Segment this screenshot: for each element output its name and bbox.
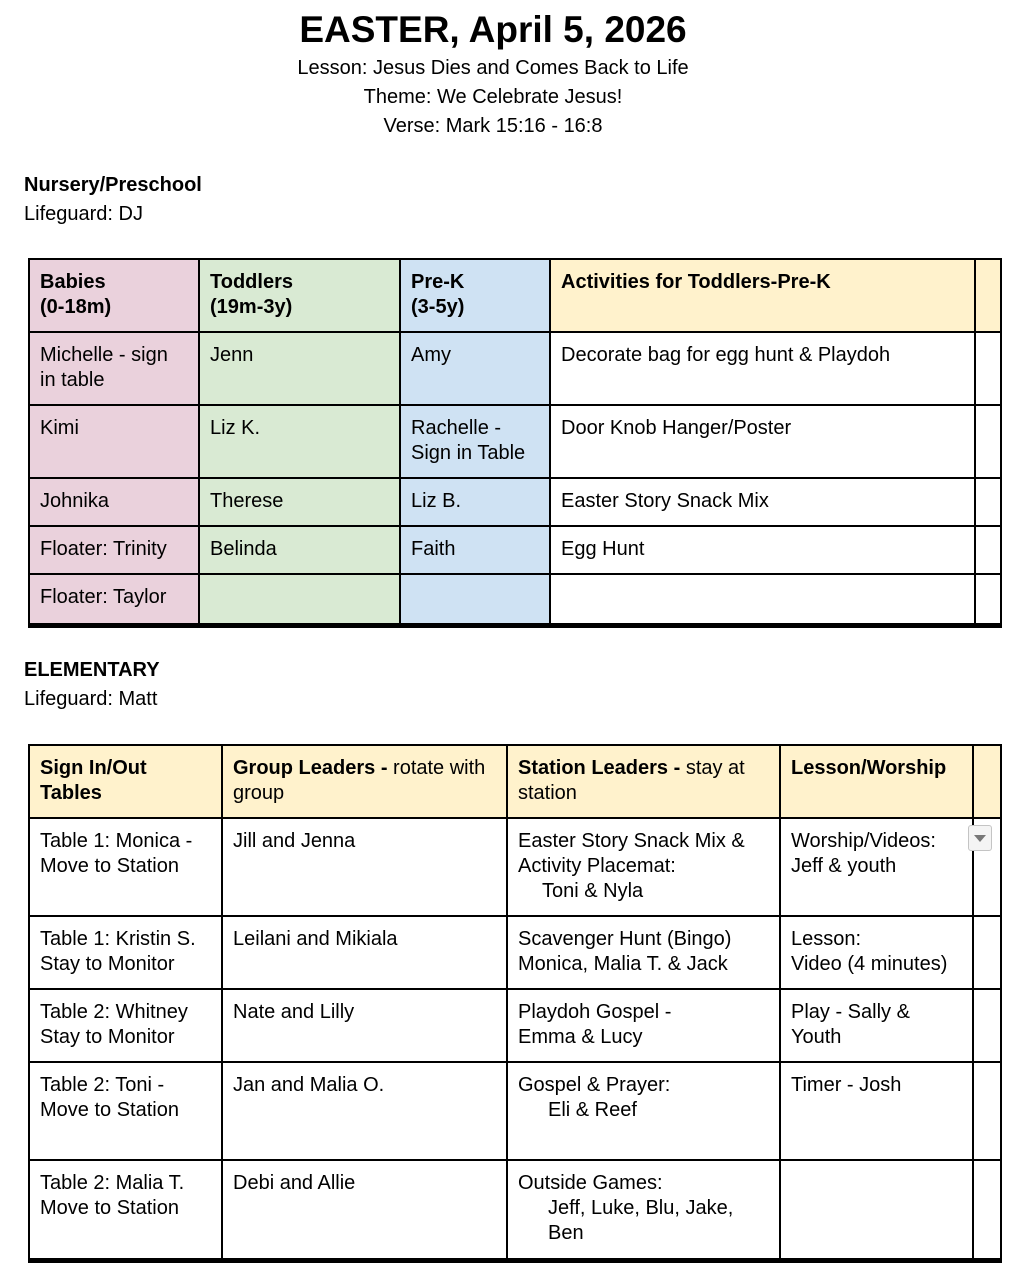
sign-in-cell[interactable]: Table 2: Whitney Stay to Monitor <box>29 989 222 1062</box>
toddlers-cell[interactable]: Belinda <box>199 526 400 574</box>
station-people: Eli & Reef <box>548 1099 637 1121</box>
elementary-header-row <box>29 745 1001 818</box>
station-title: Gospel & Prayer: <box>518 1074 671 1096</box>
prek-cell[interactable] <box>400 574 550 625</box>
empty-cell[interactable] <box>975 478 1001 526</box>
cell-dropdown-button[interactable] <box>968 825 992 851</box>
header-toddlers: Toddlers (19m-3y) <box>199 259 400 332</box>
elementary-section-title: ELEMENTARY <box>24 659 160 681</box>
nursery-table <box>28 258 1002 628</box>
header-group-leaders <box>222 745 507 818</box>
activity-cell[interactable]: Decorate bag for egg hunt & Playdoh <box>550 332 975 405</box>
sign-in-cell[interactable]: Table 2: Malia T. Move to Station <box>29 1160 222 1260</box>
header-station-rest: stay at station <box>518 757 745 804</box>
header-prek: Pre-K (3-5y) <box>400 259 550 332</box>
prek-cell[interactable]: Faith <box>400 526 550 574</box>
group-cell[interactable]: Leilani and Mikiala <box>222 916 507 989</box>
sign-in-cell[interactable]: Table 1: Kristin S. Stay to Monitor <box>29 916 222 989</box>
table-row <box>29 916 1001 989</box>
lesson-cell[interactable] <box>780 1160 973 1260</box>
lesson-line: Lesson: Jesus Dies and Comes Back to Life <box>297 57 689 79</box>
lesson-cell[interactable]: Play - Sally & Youth <box>780 989 973 1062</box>
header-babies: Babies (0-18m) <box>29 259 199 332</box>
babies-cell[interactable]: Floater: Taylor <box>29 574 199 625</box>
sign-in-cell[interactable]: Table 2: Toni - Move to Station <box>29 1062 222 1160</box>
table-row <box>29 405 1001 478</box>
station-people: Monica, Malia T. & Jack <box>518 953 728 975</box>
station-cell[interactable] <box>507 989 780 1062</box>
header-group-rest: rotate with group <box>233 757 486 804</box>
header-group-bold: Group Leaders - <box>233 757 394 779</box>
theme-line: Theme: We Celebrate Jesus! <box>363 86 623 108</box>
group-cell[interactable]: Nate and Lilly <box>222 989 507 1062</box>
nursery-section-title: Nursery/Preschool <box>24 174 202 196</box>
lesson-cell[interactable]: Lesson: Video (4 minutes) <box>780 916 973 989</box>
table-row <box>29 989 1001 1062</box>
prek-cell[interactable]: Rachelle - Sign in Table <box>400 405 550 478</box>
header-lesson-worship: Lesson/Worship <box>780 745 973 818</box>
station-cell[interactable] <box>507 1160 780 1260</box>
station-title: Scavenger Hunt (Bingo) <box>518 928 732 950</box>
prek-cell[interactable]: Liz B. <box>400 478 550 526</box>
station-people: Emma & Lucy <box>518 1026 643 1048</box>
station-cell[interactable] <box>507 916 780 989</box>
activity-cell[interactable]: Egg Hunt <box>550 526 975 574</box>
header-station-leaders <box>507 745 780 818</box>
header-station-bold: Station Leaders - <box>518 757 686 779</box>
lesson-cell[interactable]: Timer - Josh <box>780 1062 973 1160</box>
verse-line: Verse: Mark 15:16 - 16:8 <box>383 115 603 137</box>
group-cell[interactable]: Debi and Allie <box>222 1160 507 1260</box>
table-row <box>29 818 1001 916</box>
empty-cell[interactable] <box>975 332 1001 405</box>
table-row <box>29 332 1001 405</box>
activity-cell[interactable]: Easter Story Snack Mix <box>550 478 975 526</box>
toddlers-cell[interactable]: Therese <box>199 478 400 526</box>
empty-cell[interactable] <box>973 1160 1001 1260</box>
table-row <box>29 478 1001 526</box>
chevron-down-icon <box>974 835 986 842</box>
station-title: Playdoh Gospel - <box>518 1001 672 1023</box>
table-row <box>29 1062 1001 1160</box>
empty-cell[interactable] <box>973 1062 1001 1160</box>
elementary-table <box>28 744 1002 1263</box>
table-row <box>29 574 1001 625</box>
table-row <box>29 1160 1001 1260</box>
station-people: Jeff, Luke, Blu, Jake, Ben <box>548 1197 734 1244</box>
babies-cell[interactable]: Kimi <box>29 405 199 478</box>
lesson-cell[interactable]: Worship/Videos: Jeff & youth <box>780 818 973 916</box>
header-sign-in: Sign In/Out Tables <box>29 745 222 818</box>
empty-cell[interactable] <box>975 526 1001 574</box>
elementary-lifeguard: Lifeguard: Matt <box>24 688 158 710</box>
group-cell[interactable]: Jan and Malia O. <box>222 1062 507 1160</box>
babies-cell[interactable]: Johnika <box>29 478 199 526</box>
sign-in-cell[interactable]: Table 1: Monica - Move to Station <box>29 818 222 916</box>
table-row <box>29 526 1001 574</box>
station-title: Easter Story Snack Mix & Activity Placemat: <box>518 830 745 877</box>
prek-cell[interactable]: Amy <box>400 332 550 405</box>
toddlers-cell[interactable]: Jenn <box>199 332 400 405</box>
nursery-lifeguard: Lifeguard: DJ <box>24 203 143 225</box>
babies-cell[interactable]: Floater: Trinity <box>29 526 199 574</box>
toddlers-cell[interactable]: Liz K. <box>199 405 400 478</box>
header-empty-cell <box>975 259 1001 332</box>
toddlers-cell[interactable] <box>199 574 400 625</box>
nursery-header-row <box>29 259 1001 332</box>
empty-cell[interactable] <box>973 916 1001 989</box>
activity-cell[interactable] <box>550 574 975 625</box>
empty-cell[interactable] <box>975 405 1001 478</box>
activity-cell[interactable]: Door Knob Hanger/Poster <box>550 405 975 478</box>
station-cell[interactable] <box>507 1062 780 1160</box>
station-title: Outside Games: <box>518 1172 663 1194</box>
header-empty-cell <box>973 745 1001 818</box>
station-people: Toni & Nyla <box>542 880 644 902</box>
empty-cell[interactable] <box>975 574 1001 625</box>
header-activities: Activities for Toddlers-Pre-K <box>550 259 975 332</box>
station-cell[interactable] <box>507 818 780 916</box>
page-title: EASTER, April 5, 2026 <box>299 9 687 50</box>
babies-cell[interactable]: Michelle - sign in table <box>29 332 199 405</box>
empty-cell[interactable] <box>973 989 1001 1062</box>
group-cell[interactable]: Jill and Jenna <box>222 818 507 916</box>
